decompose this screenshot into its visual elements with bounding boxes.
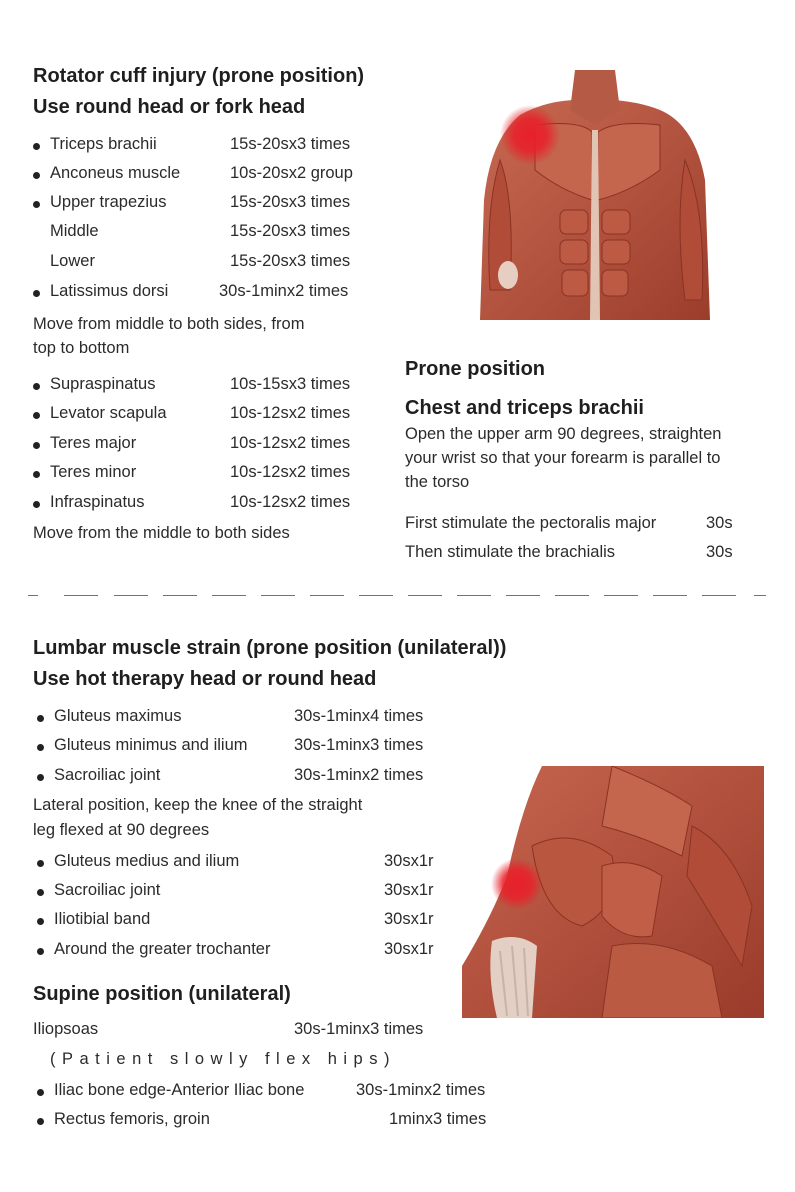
- list-item-value: 10s-12sx2 times: [230, 404, 351, 422]
- list-item-value: 30s-1minx2 times: [356, 1081, 486, 1099]
- torso-muscle-svg: [480, 70, 710, 320]
- instruction-text: Move from the middle to both sides: [33, 524, 290, 542]
- list-item-value: 10s-12sx2 times: [230, 493, 351, 511]
- list-item: Supraspinatus: [50, 375, 156, 393]
- list-item-value: 30s-1minx4 times: [294, 707, 424, 725]
- list-item: Infraspinatus: [50, 493, 145, 511]
- list-item-value: 30s-1minx3 times: [294, 1020, 424, 1038]
- list-item-value: 30sx1r: [384, 940, 434, 958]
- list-item: Teres major: [50, 434, 137, 452]
- list-item: Gluteus maximus: [54, 707, 182, 725]
- instruction-text: Lateral position, keep the knee of the straight: [33, 796, 363, 814]
- list-item: Iliotibial band: [54, 910, 151, 928]
- list-item-value: 30s-1minx2 times: [219, 282, 349, 300]
- list-item: Gluteus minimus and ilium: [54, 736, 248, 754]
- instruction-text: the torso: [405, 473, 470, 491]
- step-value: 30s: [706, 514, 733, 532]
- lumbar-strain-subtitle: Use hot therapy head or round head: [33, 668, 377, 690]
- supine-position-title: Supine position (unilateral): [33, 983, 291, 1005]
- list-item-value: 15s-20sx3 times: [230, 252, 351, 270]
- instruction-text: Open the upper arm 90 degrees, straighten: [405, 425, 722, 443]
- list-item: Middle: [50, 222, 99, 240]
- list-item-value: 30s-1minx3 times: [294, 736, 424, 754]
- list-item-value: 30sx1r: [384, 881, 434, 899]
- list-item-value: 10s-12sx2 times: [230, 434, 351, 452]
- list-item: Teres minor: [50, 463, 137, 481]
- hip-muscle-svg: [462, 766, 764, 1018]
- list-item-value: 30sx1r: [384, 852, 434, 870]
- rotator-cuff-subtitle: Use round head or fork head: [33, 96, 306, 118]
- prone-position-title: Prone position: [405, 358, 545, 380]
- list-item: Levator scapula: [50, 404, 167, 422]
- list-item: Iliopsoas: [33, 1020, 99, 1038]
- list-item-value: 10s-15sx3 times: [230, 375, 351, 393]
- list-item: Sacroiliac joint: [54, 766, 161, 784]
- lumbar-strain-title: Lumbar muscle strain (prone position (unilateral)): [33, 637, 507, 659]
- list-item: Iliac bone edge-Anterior Iliac bone: [54, 1081, 305, 1099]
- list-item-value: 30sx1r: [384, 910, 434, 928]
- chest-triceps-title: Chest and triceps brachii: [405, 397, 644, 419]
- list-item: Upper trapezius: [50, 193, 167, 211]
- list-item: Rectus femoris, groin: [54, 1110, 210, 1128]
- list-item: Sacroiliac joint: [54, 881, 161, 899]
- list-item: Gluteus medius and ilium: [54, 852, 240, 870]
- upper-body-muscle-illustration: [480, 70, 710, 320]
- instruction-text: leg flexed at 90 degrees: [33, 821, 210, 839]
- instruction-text: Move from middle to both sides, from: [33, 315, 305, 333]
- list-item-value: 15s-20sx3 times: [230, 135, 351, 153]
- list-item: Triceps brachii: [50, 135, 157, 153]
- step-item: First stimulate the pectoralis major: [405, 514, 657, 532]
- step-value: 30s: [706, 543, 733, 561]
- instruction-text: your wrist so that your forearm is parallel to: [405, 449, 721, 467]
- list-item: Around the greater trochanter: [54, 940, 271, 958]
- rotator-cuff-title: Rotator cuff injury (prone position): [33, 65, 365, 87]
- list-item: Lower: [50, 252, 95, 270]
- list-item-value: 10s-12sx2 times: [230, 463, 351, 481]
- list-item: Latissimus dorsi: [50, 282, 169, 300]
- list-item: Anconeus muscle: [50, 164, 181, 182]
- step-item: Then stimulate the brachialis: [405, 543, 616, 561]
- section-divider: [28, 595, 768, 596]
- list-item-value: 15s-20sx3 times: [230, 222, 351, 240]
- instruction-text: top to bottom: [33, 339, 130, 357]
- hip-muscle-illustration: [462, 766, 764, 1018]
- list-item-value: 1minx3 times: [389, 1110, 487, 1128]
- list-item-value: 15s-20sx3 times: [230, 193, 351, 211]
- list-item-value: 10s-20sx2 group: [230, 164, 353, 182]
- instruction-note: (Patient slowly flex hips): [50, 1050, 396, 1068]
- list-item-value: 30s-1minx2 times: [294, 766, 424, 784]
